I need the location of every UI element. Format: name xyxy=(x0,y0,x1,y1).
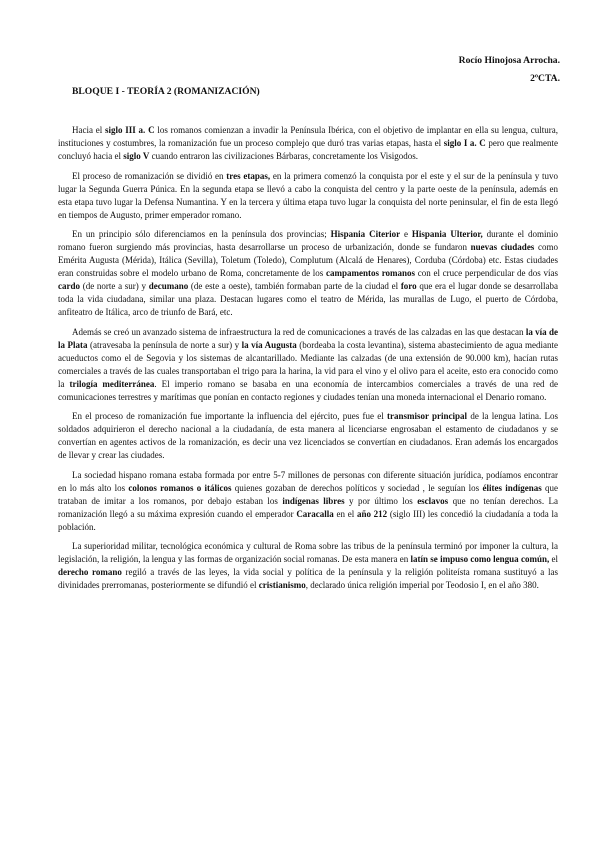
text-run: Además se creó un avanzado sistema de infraestructura la red de comunicaciones a través de las calzadas en las que destacan xyxy=(72,326,526,337)
text-run: La superioridad militar, tecnológica económica y cultural de Roma sobre las tribus de la península terminó por imponer la cultura, la legislación, la religión, la lengua y las formas de organización social romanas. De esta manera en xyxy=(58,541,558,564)
text-run: durante el dominio romano fueron surgiendo más provincias, hasta desarrollarse un proceso de urbanización, donde se fundaron xyxy=(58,229,559,252)
paragraph xyxy=(58,469,558,534)
text-run: Hacia el xyxy=(72,125,106,135)
bold-text: Caracalla xyxy=(296,508,334,519)
text-run: En el proceso de romanización fue importante la influencia del ejército, pues fue el xyxy=(72,411,387,421)
text-run: y por último los xyxy=(344,495,418,506)
text-run: En un principio sólo diferenciamos en la península dos provincias; xyxy=(72,229,331,239)
bold-text: élites indígenas xyxy=(482,482,542,493)
bold-text: foro xyxy=(400,281,417,291)
text-run: los romanos comienzan a invadir la Península Ibérica, con el objetivo de implantar en ella su lengua, cultura, instituciones y costumbres, la romanización fue un proceso complejo que duró tras varias etapas, hasta el xyxy=(58,125,558,148)
paragraph xyxy=(58,410,558,462)
bold-text: la vía Augusta xyxy=(241,339,297,350)
bold-text: siglo III a. C xyxy=(105,125,155,135)
text-run: El proceso de romanización se dividió en xyxy=(72,170,227,181)
text-run: que era el lugar donde se desarrollaba toda la vida ciudadana, similar una plaza. Destacan lugares como el teatro de Mérida, las murallas de Lugo, el puerto de Córdoba, anfiteatro de Itálica, arco de triunfo de Bará, etc. xyxy=(58,281,559,317)
text-run: como Emérita Augusta (Mérida), Itálica (Sevilla), Toletum (Toledo), Complutum (Alcalá de Henares), Corduba (Córdoba) etc. Estas ciudades eran construidas sobre el modelo urbano de Roma, concretamente de los xyxy=(58,242,558,278)
bold-text: esclavos xyxy=(417,495,449,506)
bold-text: colonos romanos o itálicos xyxy=(128,482,232,493)
text-run: regiló a través de las leyes, la vida social y política de la península y la religión politeísta romana sustituyó a las divinidades prerromanas, posteriormente se difundió el xyxy=(58,567,558,590)
paragraph xyxy=(58,170,558,222)
text-run: el xyxy=(549,554,558,564)
bold-text: año 212 xyxy=(356,508,388,519)
author-block xyxy=(459,52,560,88)
text-run: quienes gozaban de derechos políticos y sociedad , le seguían los xyxy=(231,482,483,493)
paragraph xyxy=(58,326,558,404)
text-run: (bordeaba la costa levantina), sistema abastecimiento de agua mediante acueductos como el de Segovia y los sistemas de alcantarillado. Mediante las calzadas (de una extensión de 90.000 km), hacían rutas comerciales a través de las cuales transportaban el trigo para la harina, la vid para el vino y el olivo para el aceite, esto era conocido como la xyxy=(58,339,559,389)
text-run: de la lengua latina. Los soldados adquirieron el derecho nacional a la ciudadanía, de esta manera al licenciarse engrosaban el estamento de ciudadanos y se convertían en agentes activos de la romanización, es decir una vez licenciados se convertían en ciudadanos. Eran además los encargados de llevar y crear las ciudades. xyxy=(58,411,558,460)
bold-text: derecho romano xyxy=(58,567,122,577)
paragraph xyxy=(58,228,558,319)
bold-text: cristianismo xyxy=(258,580,306,590)
text-run: (siglo III) les concedió la ciudadanía a toda la población. xyxy=(58,508,558,532)
page-title: BLOQUE I - TEORÍA 2 (ROMANIZACIÓN) xyxy=(72,86,260,97)
bold-text: cardo xyxy=(58,281,80,291)
bold-text: la vía de la Plata xyxy=(58,326,558,350)
bold-text: campamentos romanos xyxy=(326,268,416,278)
paragraph xyxy=(58,540,558,592)
author-name: Rocío Hinojosa Arrocha. xyxy=(458,55,560,66)
text-run: que no tenían derechos. La romanización llegó a su máxima expresión cuando el emperador xyxy=(58,495,558,519)
bold-text: siglo I a. C xyxy=(443,138,486,148)
text-run: con el cruce perpendicular de dos vías xyxy=(415,268,558,278)
bold-text: Hispania Citerior xyxy=(330,229,401,239)
text-run: (atravesaba la península de norte a sur) y xyxy=(87,339,242,350)
text-run: en el xyxy=(333,508,357,519)
bold-text: trilogía mediterránea xyxy=(69,378,155,389)
text-run: que trataban de imitar a los romanos, por debajo estaban los xyxy=(58,482,558,506)
bold-text: decumano xyxy=(148,281,189,291)
text-run: La sociedad hispano romana estaba formada por entre 5-7 millones de personas con diferente situación jurídica, podíamos encontrar en lo más alto los xyxy=(58,469,558,493)
text-run: . El imperio romano se basaba en una economía de intercambios comerciales a través de una red de comunicaciones terrestres y marítimas que ponían en contacto regiones y ciudades tenían una moneda internacional el Denario romano. xyxy=(58,378,558,402)
bold-text: siglo V xyxy=(123,151,150,161)
bold-text: indígenas libres xyxy=(282,495,345,506)
text-run: cuando entraron las civilizaciones Bárbaras, concretamente los Visigodos. xyxy=(149,151,419,161)
text-run: (de este a oeste), también formaban parte de la ciudad el xyxy=(188,281,401,291)
text-run: (de norte a sur) y xyxy=(80,281,149,291)
bold-text: tres etapas, xyxy=(226,170,271,181)
text-run: en la primera comenzó la conquista por el este y el sur de la península y tuvo lugar la Segunda Guerra Púnica. En la segunda etapa se llevó a cabo la conquista del centro y la parte oeste de la península, además en esta etapa tuvo lugar la Defensa Numantina. Y en la tercera y última etapa tuvo lugar la conquista del norte peninsular, el fin de esta llegó en tiempos de Augusto, primer emperador romano. xyxy=(58,170,559,220)
bold-text: Hispania Ulterior, xyxy=(411,229,483,239)
bold-text: nuevas ciudades xyxy=(470,242,535,252)
paragraph xyxy=(58,124,558,163)
text-run: e xyxy=(400,229,412,239)
bold-text: transmisor principal xyxy=(386,411,468,421)
document-body xyxy=(58,124,558,599)
text-run: pero que realmente concluyó hacia el xyxy=(58,138,558,161)
bold-text: latín se impuso como lengua común, xyxy=(410,554,550,564)
course-label: 2ºCTA. xyxy=(530,73,560,84)
text-run: , declarado única religión imperial por Teodosio I, en el año 380. xyxy=(305,580,539,590)
